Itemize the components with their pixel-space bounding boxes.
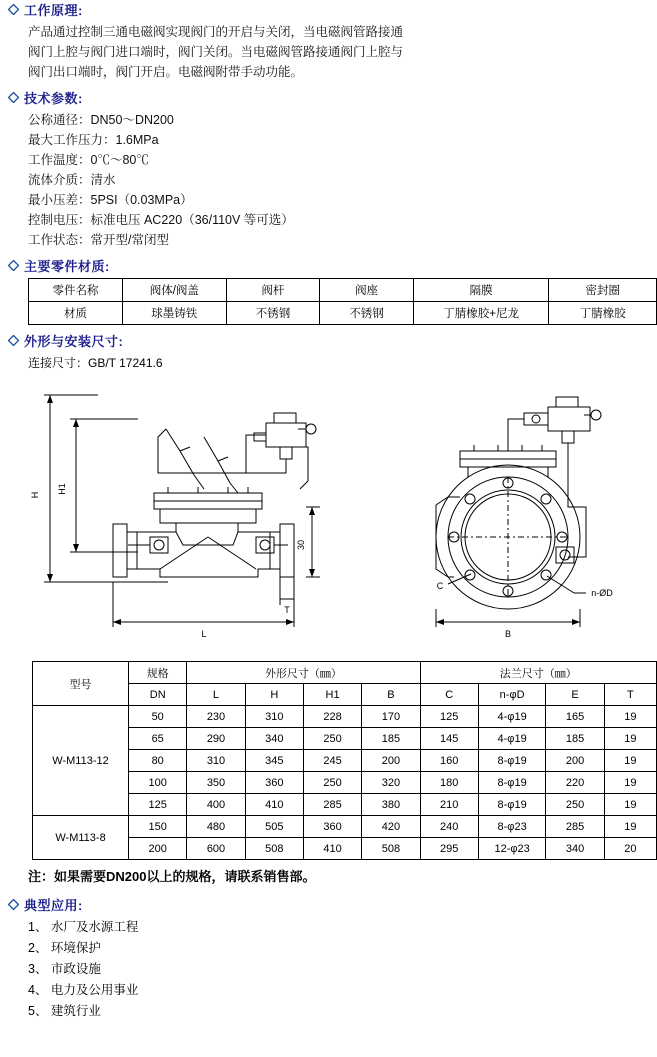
materials-cell: 不锈钢 (226, 302, 320, 325)
section-header (8, 256, 657, 275)
cell-c: 240 (420, 816, 478, 838)
parameter-line: 公称通径：DN50～DN200 (28, 113, 174, 127)
cell-dn: 100 (129, 772, 187, 794)
cell-nd: 8-φ19 (478, 750, 546, 772)
parameter-line: 工作温度：0℃～80℃ (28, 153, 149, 167)
materials-cell: 丁腈橡胶+尼龙 (413, 302, 549, 325)
cell-c: 145 (420, 728, 478, 750)
principle-line-2: 阀门上腔与阀门进口端时，阀门关闭。当电磁阀管路接通阀门上腔与 (28, 45, 404, 59)
parameter-line: 控制电压：标准电压 AC220（36/110V 等可选） (28, 213, 294, 227)
header-l: L (187, 684, 245, 706)
cell-b: 200 (362, 750, 420, 772)
cell-l: 480 (187, 816, 245, 838)
materials-table (28, 278, 657, 325)
cell-c: 295 (420, 838, 478, 860)
cell-h: 508 (245, 838, 303, 860)
cell-t: 19 (604, 816, 656, 838)
dimension-note: 注：如果需要DN200以上的规格，请联系销售部。 (28, 869, 316, 884)
section-header (8, 0, 657, 19)
cell-dn: 50 (129, 706, 187, 728)
materials-header-cell: 阀座 (320, 279, 414, 302)
principle-text (28, 22, 657, 82)
parameter-line: 工作状态：常开型/常闭型 (28, 233, 169, 247)
drawing-label-t: T (284, 605, 290, 615)
cell-dn: 65 (129, 728, 187, 750)
diamond-bullet-icon (8, 260, 19, 271)
diamond-bullet-icon (8, 899, 19, 910)
cell-c: 160 (420, 750, 478, 772)
parameter-line: 最小压差：5PSI（0.03MPa） (28, 193, 193, 207)
cell-l: 310 (187, 750, 245, 772)
header-model: 型号 (33, 662, 129, 706)
parameters-text (28, 110, 657, 250)
principle-line-3: 阀门出口端时，阀门开启。电磁阀附带手动功能。 (28, 65, 304, 79)
cell-h1: 285 (303, 794, 361, 816)
principle-line-1: 产品通过控制三通电磁阀实现阀门的开启与关闭，当电磁阀管路接通 (28, 25, 404, 39)
list-item: 3、 市政设施 (28, 962, 101, 976)
drawing-label-h: H (30, 491, 40, 499)
materials-cell: 丁腈橡胶 (549, 302, 657, 325)
table-header-row (33, 662, 657, 684)
list-item: 2、 环境保护 (28, 941, 101, 955)
cell-t: 19 (604, 772, 656, 794)
section-dimensions (0, 331, 657, 885)
section-title: 技术参数: (24, 91, 83, 106)
cell-h1: 245 (303, 750, 361, 772)
connection-standard: 连接尺寸：GB/T 17241.6 (28, 356, 163, 370)
cell-t: 19 (604, 706, 656, 728)
cell-e: 185 (546, 728, 604, 750)
header-dn: DN (129, 684, 187, 706)
cell-h1: 410 (303, 838, 361, 860)
materials-header-cell: 阀杆 (226, 279, 320, 302)
cell-t: 19 (604, 750, 656, 772)
cell-nd: 4-φ19 (478, 728, 546, 750)
diamond-bullet-icon (8, 92, 19, 103)
cell-t: 19 (604, 794, 656, 816)
header-e: E (546, 684, 604, 706)
header-outline-group: 外形尺寸（㎜） (187, 662, 420, 684)
materials-header-cell: 隔膜 (413, 279, 549, 302)
section-working-principle (0, 0, 657, 82)
header-nd: n-φD (478, 684, 546, 706)
diamond-bullet-icon (8, 4, 19, 15)
section-title: 主要零件材质: (24, 259, 110, 274)
drawing-label-nd: n-ØD (591, 588, 613, 598)
cell-nd: 8-φ23 (478, 816, 546, 838)
section-applications (0, 895, 657, 1022)
cell-b: 185 (362, 728, 420, 750)
list-item: 1、 水厂及水源工程 (28, 920, 139, 934)
materials-cell: 不锈钢 (320, 302, 414, 325)
section-header (8, 895, 657, 914)
valve-technical-drawing (8, 377, 657, 655)
cell-c: 210 (420, 794, 478, 816)
cell-h: 410 (245, 794, 303, 816)
cell-b: 508 (362, 838, 420, 860)
cell-h: 505 (245, 816, 303, 838)
section-title: 工作原理: (24, 3, 83, 18)
cell-h1: 360 (303, 816, 361, 838)
cell-l: 600 (187, 838, 245, 860)
section-header (8, 331, 657, 350)
cell-e: 340 (546, 838, 604, 860)
cell-nd: 12-φ23 (478, 838, 546, 860)
cell-h: 340 (245, 728, 303, 750)
cell-c: 180 (420, 772, 478, 794)
cell-nd: 8-φ19 (478, 772, 546, 794)
cell-e: 220 (546, 772, 604, 794)
materials-cell: 材质 (29, 302, 123, 325)
cell-b: 170 (362, 706, 420, 728)
cell-l: 290 (187, 728, 245, 750)
cell-h1: 228 (303, 706, 361, 728)
parameter-line: 最大工作压力：1.6MPa (28, 133, 159, 147)
materials-header-cell: 密封圈 (549, 279, 657, 302)
model-cell: W-M113-12 (33, 706, 129, 816)
section-title: 典型应用: (24, 898, 83, 913)
model-cell: W-M113-8 (33, 816, 129, 860)
table-row (33, 706, 657, 728)
dimension-table (32, 661, 657, 860)
cell-b: 380 (362, 794, 420, 816)
header-b: B (362, 684, 420, 706)
list-item: 4、 电力及公用事业 (28, 983, 139, 997)
cell-dn: 150 (129, 816, 187, 838)
cell-h1: 250 (303, 772, 361, 794)
header-h1: H1 (303, 684, 361, 706)
header-h: H (245, 684, 303, 706)
section-title: 外形与安装尺寸: (24, 334, 124, 349)
cell-h1: 250 (303, 728, 361, 750)
cell-l: 230 (187, 706, 245, 728)
table-row (29, 302, 657, 325)
cell-b: 420 (362, 816, 420, 838)
cell-dn: 200 (129, 838, 187, 860)
header-spec: 规格 (129, 662, 187, 684)
drawing-label-30: 30 (296, 539, 306, 551)
section-technical-parameters (0, 88, 657, 250)
drawing-label-l: L (201, 629, 207, 639)
cell-e: 285 (546, 816, 604, 838)
cell-c: 125 (420, 706, 478, 728)
cell-h: 345 (245, 750, 303, 772)
cell-h: 360 (245, 772, 303, 794)
header-flange-group: 法兰尺寸（㎜） (420, 662, 656, 684)
table-row (29, 279, 657, 302)
drawing-label-h1: H1 (57, 483, 67, 495)
materials-header-cell: 零件名称 (29, 279, 123, 302)
cell-nd: 4-φ19 (478, 706, 546, 728)
cell-e: 250 (546, 794, 604, 816)
header-t: T (604, 684, 656, 706)
diamond-bullet-icon (8, 335, 19, 346)
cell-t: 20 (604, 838, 656, 860)
cell-e: 200 (546, 750, 604, 772)
table-row (33, 816, 657, 838)
section-header (8, 88, 657, 107)
applications-list (28, 917, 657, 1022)
header-c: C (420, 684, 478, 706)
list-item: 5、 建筑行业 (28, 1004, 101, 1018)
cell-l: 400 (187, 794, 245, 816)
materials-cell: 球墨铸铁 (122, 302, 226, 325)
section-materials (0, 256, 657, 325)
drawing-label-b: B (504, 629, 512, 639)
cell-nd: 8-φ19 (478, 794, 546, 816)
cell-e: 165 (546, 706, 604, 728)
materials-header-cell: 阀体/阀盖 (122, 279, 226, 302)
cell-t: 19 (604, 728, 656, 750)
drawing-label-c: C (436, 581, 444, 591)
cell-l: 350 (187, 772, 245, 794)
parameter-line: 流体介质：清水 (28, 173, 116, 187)
cell-dn: 125 (129, 794, 187, 816)
cell-h: 310 (245, 706, 303, 728)
cell-b: 320 (362, 772, 420, 794)
cell-dn: 80 (129, 750, 187, 772)
